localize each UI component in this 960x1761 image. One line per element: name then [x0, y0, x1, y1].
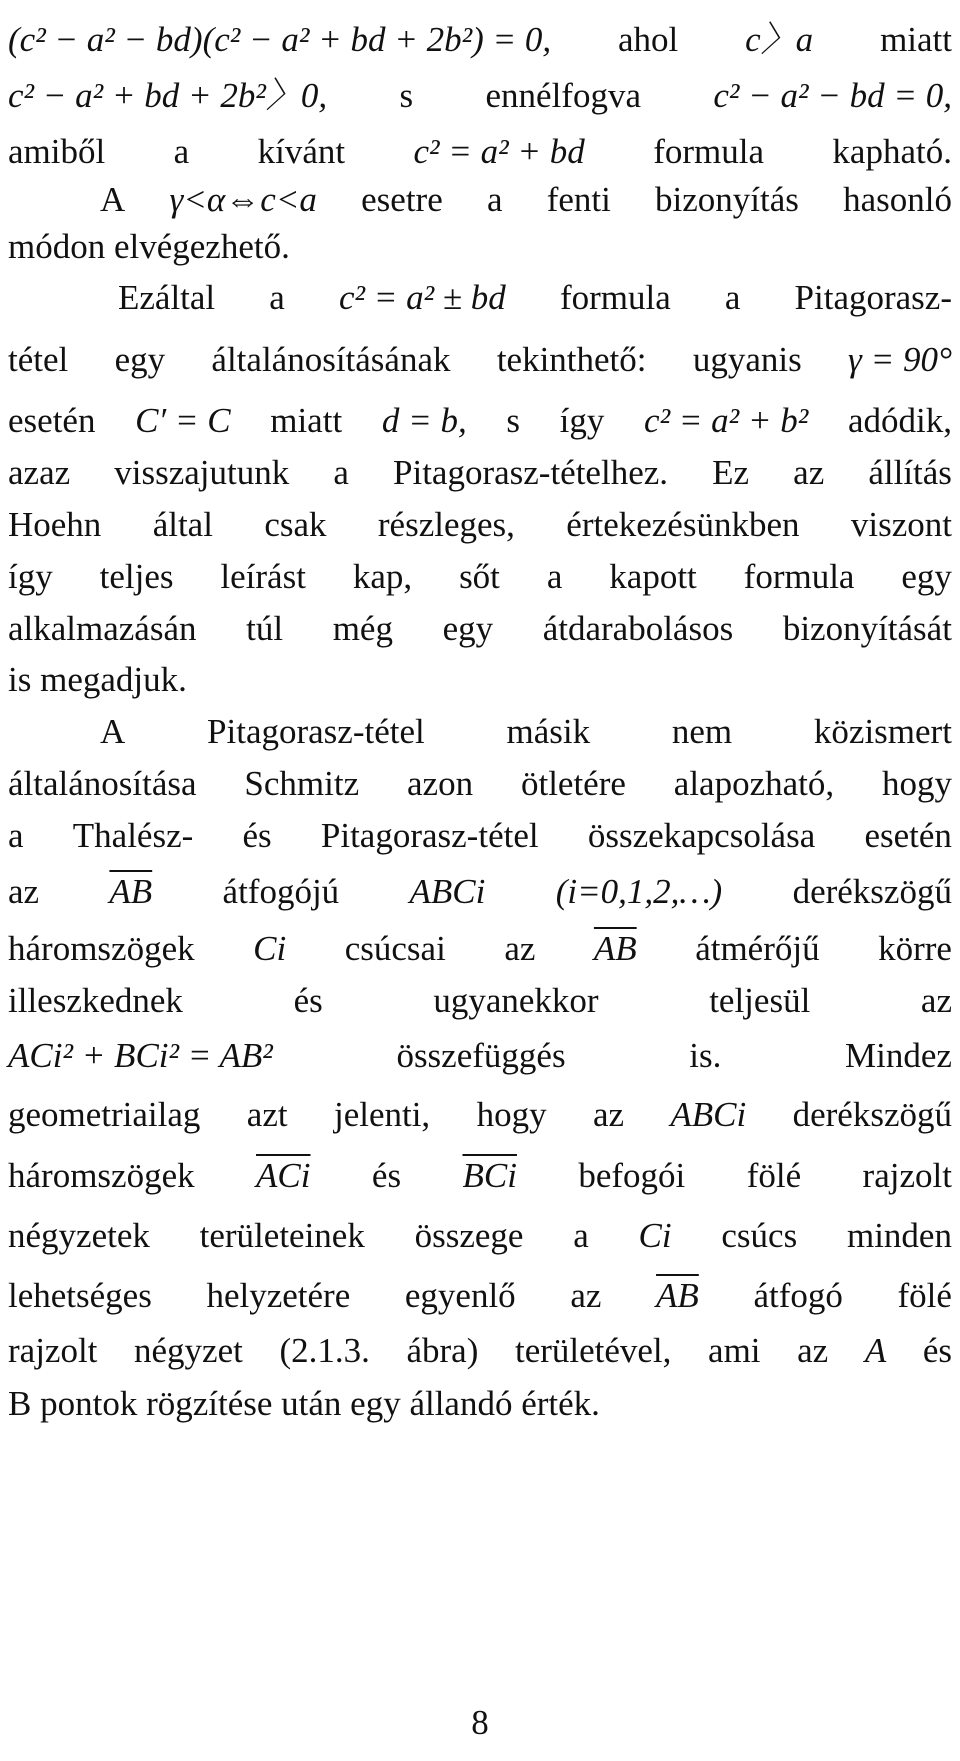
c-prime-equals-c: C′ = C — [135, 401, 231, 440]
segment-ab: $\overline{AB}$ — [593, 929, 637, 968]
point-a: A — [864, 1331, 887, 1370]
text-line-12: alkalmazásán túl még egy átdarabolásos bizonyítását — [8, 609, 952, 648]
text-line-13: is megadjuk. — [8, 660, 187, 699]
index-range: (i=0,1,2,…) — [555, 872, 723, 911]
segment-bci: $\overline{BCi}$ — [462, 1156, 517, 1195]
text-line-20: ACi² + BCi² = AB² összefüggés is. Mindez — [8, 1028, 952, 1084]
text-line-3: amiből a kívánt c² = a² + bd formula kapható. — [8, 124, 952, 180]
text-line-17: az $\overline{AB}$ átfogójú ABCi (i=0,1,2,…) derékszögű — [8, 864, 952, 920]
sum-of-squares-formula: ACi² + BCi² = AB² — [8, 1036, 273, 1075]
text-line-8: esetén C′ = C miatt d = b, s így c² = a² + b² adódik, — [8, 393, 952, 449]
text-line-18: háromszögek Ci csúcsai az $\overline{AB}$ átmérőjű körre — [8, 921, 952, 977]
d-equals-b: d = b, — [381, 401, 467, 440]
condition-c-gt-a: c〉a — [745, 20, 814, 59]
segment-ab: $\overline{AB}$ — [109, 872, 153, 911]
vertex-ci: Ci — [638, 1216, 672, 1255]
text-line-23: négyzetek területeinek összege a Ci csúcs minden — [8, 1208, 952, 1264]
text-line-9: azaz visszajutunk a Pitagorasz-tételhez. Ez az állítás — [8, 453, 952, 492]
triangle-abci: ABCi — [670, 1095, 747, 1134]
text-line-11: így teljes leírást kap, sőt a kapott formula egy — [8, 557, 952, 596]
gamma-90-degrees: γ = 90° — [848, 340, 952, 379]
text-line-26: B pontok rögzítése után egy állandó érték. — [8, 1384, 600, 1423]
text-line-24: lehetséges helyzetére egyenlő az $\overline{AB}$ átfogó fölé — [8, 1268, 952, 1324]
text-line-25: rajzolt négyzet (2.1.3. ábra) területével, ami az A és — [8, 1323, 952, 1379]
segment-aci: $\overline{ACi}$ — [256, 1156, 311, 1195]
triangle-abci: ABCi — [409, 872, 486, 911]
factored-equation: (c² − a² − bd)(c² − a² + bd + 2b²) = 0, — [8, 20, 552, 59]
formula-c2-a2-bd: c² = a² + bd — [413, 132, 585, 171]
inequality-expression: c² − a² + bd + 2b²〉0, — [8, 76, 328, 115]
text-line-21: geometriailag azt jelenti, hogy az ABCi derékszögű — [8, 1087, 952, 1143]
vertex-ci: Ci — [253, 929, 287, 968]
segment-ab: $\overline{AB}$ — [656, 1276, 699, 1315]
pythagorean-formula: c² = a² + b² — [644, 401, 809, 440]
text-line-4: A γ<α⇔c<a esetre a fenti bizonyítás hasonló — [100, 172, 952, 228]
page-number: 8 — [471, 1703, 489, 1742]
text-line-5: módon elvégezhető. — [8, 227, 290, 266]
text-line-16: a Thalész- és Pitagorasz-tétel összekapcsolása esetén — [8, 816, 952, 855]
text-line-2: c² − a² + bd + 2b²〉0, s ennélfogva c² − a² − bd = 0, — [8, 68, 952, 124]
result-equation: c² − a² − bd = 0, — [713, 76, 952, 115]
text-line-19: illeszkednek és ugyanekkor teljesül az — [8, 981, 952, 1020]
text-line-15: általánosítása Schmitz azon ötletére alapozható, hogy — [8, 764, 952, 803]
text-line-22: háromszögek $\overline{ACi}$ és $\overline{BCi}$ befogói fölé rajzolt — [8, 1148, 952, 1204]
formula-c2-a2-pm-bd: c² = a² ± bd — [338, 278, 506, 317]
text-line-10: Hoehn által csak részleges, értekezésünkben viszont — [8, 505, 952, 544]
text-line-6: Ezáltal a c² = a² ± bd formula a Pitagorasz- — [118, 270, 952, 326]
text-line-7: tétel egy általánosításának tekinthető: ugyanis γ = 90° — [8, 332, 952, 388]
text-line-14: A Pitagorasz-tétel másik nem közismert — [100, 712, 952, 751]
text-line-1: (c² − a² − bd)(c² − a² + bd + 2b²) = 0, ahol c〉a miatt — [8, 12, 952, 68]
case-expression: γ<α⇔c<a — [169, 180, 317, 219]
